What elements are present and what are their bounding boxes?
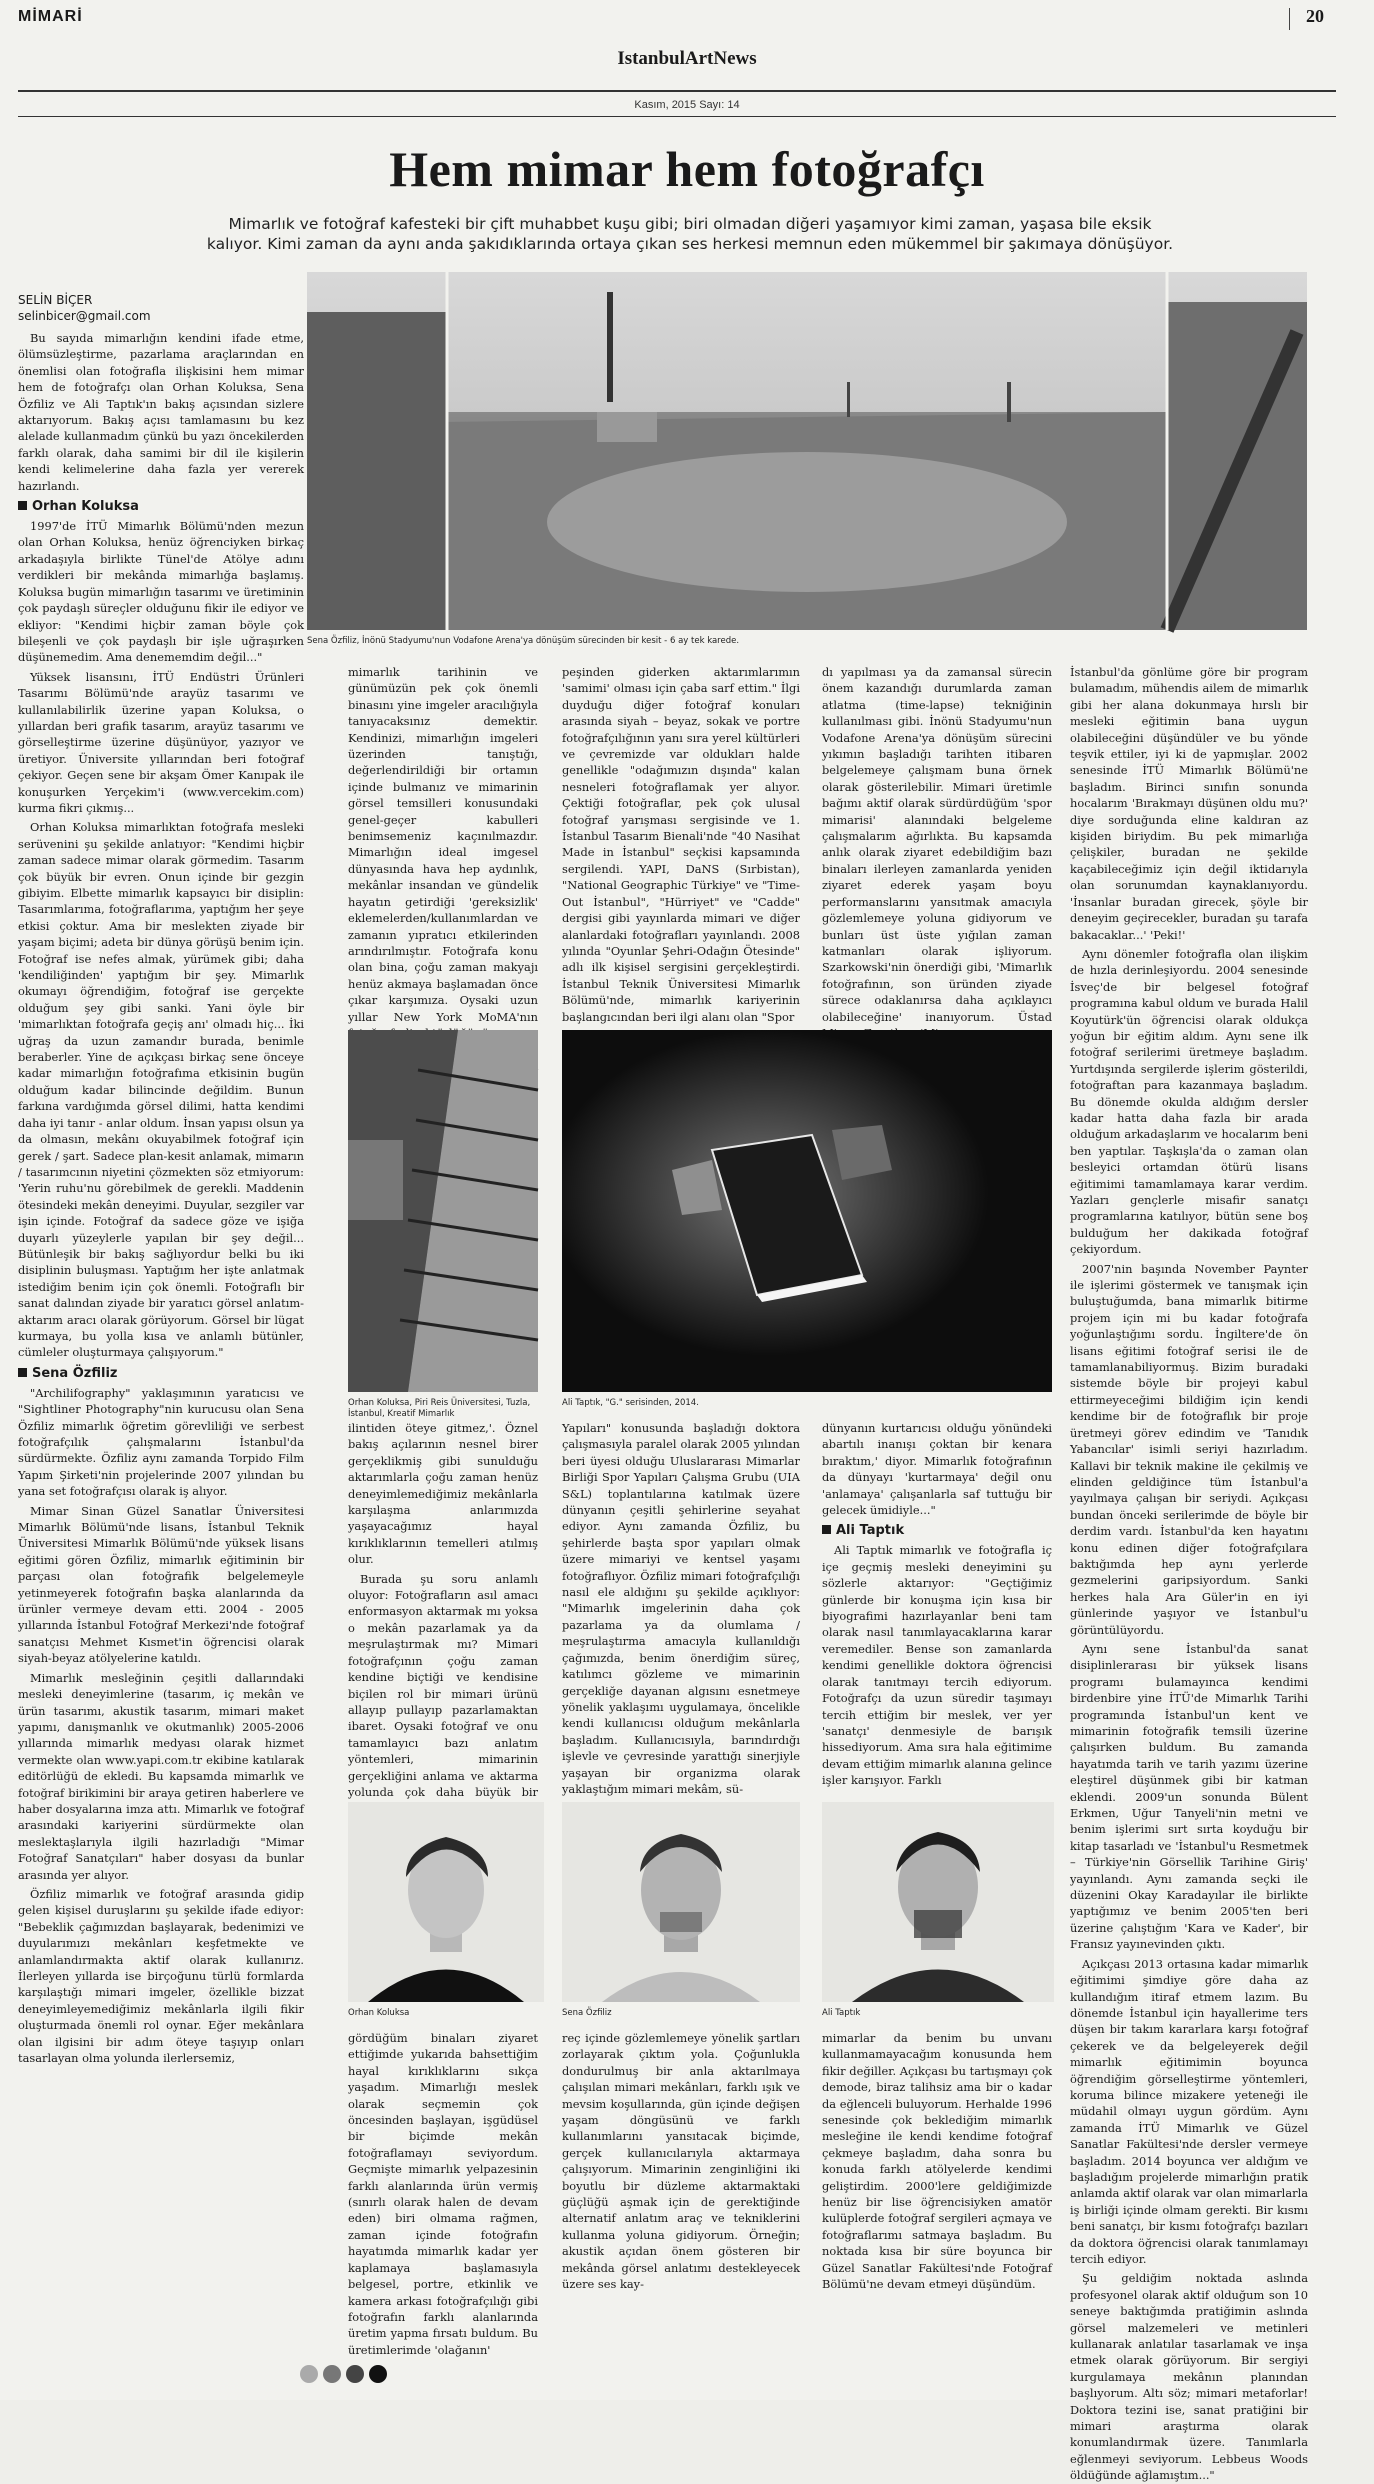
- article-lede: Mimarlık ve fotoğraf kafesteki bir çift muhabbet kuşu gibi; biri olmadan diğeri yaşamıyor kimi zaman, yaşasa bile eksik kalıyor. Kimi zaman da aynı anda şakıdıklarında ortaya çıkan ses herkesi memnun eden mükemmel bir şakımaya dönüşüyor.: [206, 215, 1174, 253]
- paragraph: İstanbul'da gönlüme göre bir program bulamadım, mühendis ailem de mimarlık gibi her alana dokunmaya hırslı bir mesleki eğitimin bana uygun olabileceğini düşündüler ve bu yönde teşvik ettiler, iyi ki de yapmışlar. 2002 senesinde İTÜ Mimarlık Bölümü'ne başladım. Birinci sınıfın sonunda hocalarım 'Bırakmayı düşünen oldu mu?' diye sorduğunda eline kaldıran az kişiden biriydim. Bu pek mimarlığa çelişkiler, buradan ne şekilde kaçabileceğimiz için değil iktidarıyla olan sorunumdan kaynaklanıyordu. 'İnsanlar buradan girecek, şöyle bir deneyim geçirecekler, buradan şu tarafa bakacaklar...' 'Peki!': [1070, 665, 1308, 942]
- paragraph: 1997'de İTÜ Mimarlık Bölümü'nden mezun olan Orhan Koluksa, henüz öğrenciyken birkaç arkadaşıyla birlikte Tünel'de Atölye adını verdikleri bir mekânda mimarlığa başlamış. Koluksa bugün mimarlığın tasarımı ve üretiminin çok paydaşlı süreçler olduğunu fikir ile ediyor ve ekliyor: "Kendimi hiçbir zaman böyle çok bileşenli ve çok paydaşlı bir işle uğraşırken düşünemedim. Ama denememdim değil...": [18, 519, 304, 665]
- page-dots: [300, 2365, 392, 2387]
- portrait-taptik: [822, 1802, 1054, 2002]
- subheading-orhan-text: Orhan Koluksa: [32, 499, 139, 515]
- subheading-ali-text: Ali Taptık: [836, 1523, 905, 1539]
- paragraph: mimarlık tarihinin ve günümüzün pek çok önemli binasını yine imgeler aracılığıyla tanıyacaksınız demektir. Kendinizi, mimarlığın imgeleri üzerinden tanıştığı, değerlendirildiği bir ortamın içinde bulmanız ve mimarinin görsel temsilleri konusundaki genel-geçer kabulleri benimsemeniz kaçınılmazdır. Mimarlığın ideal imgesel dünyasında hava hep aydınlık, mekânlar insandan ve gündelik hayatın getirdiği 'gereksizlik' eklemelerden/kullanımlardan ve zamanın yıpratıcı etkilerinden arındırılmıştır. Fotoğrafa konu olan bina, çoğu zaman makyajı henüz akmaya başlamadan önce çıkar karşımıza. Oysaki uzun yıllar New York MoMA'nın: [348, 665, 538, 1024]
- dot: [346, 2365, 364, 2383]
- taptik-photo-caption: Ali Taptık, "G." serisinden, 2014.: [562, 1398, 699, 1408]
- paragraph: Açıkçası 2013 ortasına kadar mimarlık eğitimimi şimdiye göre daha az kullandığım itiraf etmem lazım. Bu dönemde İstanbul için hayallerime ters düşen bir takım kararlara karşı fotoğraf çekerek ve da belgeleyerek değil mimarlık eğitimimin boyunca öğrendiğim görselleştirme yöntemleri, koruma bilince mizakere yeteneği ile müdahil olmayı uygun gördüm. Aynı zamanda İTÜ Mimarlık ve Güzel Sanatlar Fakültesi'nde dersler vermeye başladım. 2014 boyunca ver aldığım ve başladığım projelerde mimarlığın pratik anlamda aktif olarak var olan mimarlarla iş birliği içinde olmam gerekti. Bir kısmı beni sanatçı, bir kısmı fotoğrafçı bazıları da doktora öğrencisi olarak tanımlamayı tercih ediyor.: [1070, 1956, 1308, 2266]
- column-4-middle: [822, 1420, 1052, 1800]
- paragraph: dünyanın kurtarıcısı olduğu yönündeki abartılı inanışı çoktan bir kenara bıraktım,' diyor. Mimarlık fotoğrafının da dünyayı 'kurtarmaya' değil onu 'anlamaya' çalışanlarla saf tuttuğu bir gelecek ümidiyle...": [822, 1421, 1052, 1518]
- paragraph: "Archilifography" yaklaşımının yaratıcısı ve "Sightliner Photography"nin kurucusu olan Sena Özfiliz mimarlık öğretim görevliliği ve serbest fotoğrafçılık çalışmalarını İstanbul'da sürdürmekte. Özfiliz aynı zamanda Torpido Film Yapım Şirketi'nin projelerinde 2007 yılından bu yana set fotoğrafçısı olarak iş alıyor.: [18, 1385, 304, 1499]
- column-4-top: [822, 664, 1052, 1024]
- paragraph: Burada şu soru anlamlı oluyor: Fotoğrafların asıl amacı enformasyon aktarmak mı yoksa o mekân pazarlamak ya da meşrulaştırmak mı? Mimari fotoğrafçının çoğu zaman kendine biçtiği ve kendisine biçilen rol bir mimari ürünü allayıp pullayıp pazarlamaktan ibaret. Oysaki fotoğraf ve onu tamamlayıcı bazı anlatım yöntemleri, mimarinin gerçekliğini anlama ve aktarma yolunda çok daha büyük bir: [348, 1571, 538, 1799]
- dot: [300, 2365, 318, 2383]
- portrait-koluksa: [348, 1802, 544, 2002]
- article-title: Hem mimar hem fotoğrafçı: [389, 141, 985, 197]
- taptik-image: [562, 1030, 1052, 1392]
- portrait-taptik-caption: Ali Taptık: [822, 2008, 861, 2018]
- subheading-ali: [822, 1522, 1052, 1540]
- panorama-photo: [307, 272, 1307, 630]
- paragraph: Özfiliz mimarlık ve fotoğraf arasında gidip gelen kişisel duruşlarını şu şekilde ifade ediyor: "Bebeklik çağımızdan başlayarak, bedenimizi ve duyularımızı mekânları keşfetmekte ve anlamlandırmakta aktif olarak kullanırız. İlerleyen yıllarda ise birçoğunu türlü formlarda karşılaştığı mimari imgeler, özellikle bizzat deneyimleyemediğimiz mekânlarla ilgili fikir oluşturmada önemli rol oynar. Eğer mekânlara olan ilgisini bir adım öteye taşıyıp onları tasarlayan olma yolunda ilerlersemiz,: [18, 1886, 304, 2066]
- publication-name: IstanbulArtNews: [617, 48, 757, 69]
- page-number: 20: [1306, 6, 1324, 26]
- column-2-bottom: [348, 2030, 538, 2362]
- koluksa-photo-caption: Orhan Koluksa, Piri Reis Üniversitesi, Tuzla, İstanbul, Kreatif Mimarlık: [348, 1398, 531, 1419]
- header-divider: [1289, 8, 1290, 30]
- paragraph: Aynı sene İstanbul'da sanat disiplinlerarası bir yüksek lisans programı bulamayınca kendimi birdenbire yine İTÜ'de Mimarlık Tarihi programında İstanbul'un kent ve mimarinin fotoğrafik temsili üzerine çalışırken buldum. Bu zamanda hayatımda tarih ve tarih yazımı üzerine eleştirel düşünmek gibi bir katman eklendi. 2009'un sonunda Bülent Erkmen, Uğur Tanyeli'nin metni ve benim işlerimi sırt sırta koyduğu bir kitap tasarladı ve 'İstanbul'u Resmetmek – Türkiye'nin Görsellik Tarihine Giriş' yayınlandı. Aynı zamanda seçki ile düzenini Okay Karadayılar ile birlikte yaptığımız ve benim 2005'ten beri üzerine çalıştığım 'Kara ve Kader', bir Fransız yayınevinden çıktı.: [1070, 1641, 1308, 1952]
- portrait-ozfiliz: [562, 1802, 800, 2002]
- masthead-rule: [18, 90, 1336, 92]
- paragraph: Mimar Sinan Güzel Sanatlar Üniversitesi Mimarlık Bölümü'nde lisans, İstanbul Teknik Üniversitesi Mimarlık Bölümü'nde yüksek lisans eğitimi gören Özfiliz, mimarlık eğitiminin bir parçası olan fotoğrafik belgelemeyle yetinmeyerek fotoğrafın başka alanlarında da ürünler vermeye devam etti. 2004 - 2005 yıllarında İstanbul Fotoğraf Merkezi'nde fotoğraf sanatçısı Mehmet Kısmet'in öğrencisi olarak siyah-beyaz atölyelerine katıldı.: [18, 1503, 304, 1666]
- column-2-middle: [348, 1420, 538, 1800]
- taptik-photo: [562, 1030, 1052, 1392]
- portrait-koluksa-image: [348, 1802, 544, 2002]
- intro-paragraph: Bu sayıda mimarlığın kendini ifade etme, ölümsüzleştirme, pazarlama araçlarından en önemlisi olan fotoğrafla ilişkisini hem mimar hem de fotoğrafçı olan Orhan Koluksa, Sena Özfiliz ve Ali Taptık'ın bakış açısından sizlere aktarıyorum. Bakış açısı tamlamasını bu kez alelade kullanmadım çünkü bu yazı öncekilerden farklı olarak, daha samimi bir dil ile kişilerin kendi kelimelerine daha fazla yer vererek hazırlandı.: [18, 331, 304, 493]
- column-5: [1070, 664, 1308, 2483]
- paragraph: reç içinde gözlemlemeye yönelik şartları zorlayarak çıktım yola. Çoğunlukla dondurulmuş bir anla aktarılmaya çalışılan mimari mekânları, farklı ışık ve mevsim koşullarında, gün içinde değişen yaşam döngüsünü ve farklı kullanımlarını yansıtacak biçimde, gerçek kullanıcılarıyla aktarmaya çalışıyorum. Mimarinin zenginliğini iki boyutlu bir düzleme aktarmaktaki güçlüğü aşmak için de gerektiğinde alternatif anlatım araç ve tekniklerini kullanma yoluna gidiyorum. Örneğin; akustik açıdan önem gösteren bir mekânda görsel anlatımı destekleyecek üzere ses kay-: [562, 2031, 800, 2292]
- column-1: [18, 330, 304, 2360]
- portrait-ozfiliz-caption: Sena Özfiliz: [562, 2008, 612, 2018]
- column-3-bottom: [562, 2030, 800, 2362]
- portrait-ozfiliz-image: [562, 1802, 800, 2002]
- byline: [18, 292, 308, 324]
- subheading-sena: [18, 1365, 304, 1383]
- column-3-middle: [562, 1420, 800, 1800]
- paragraph: peşinden giderken aktarımlarımın 'samimi' olması için çaba sarf ettim." İlgi duyduğu diğer fotoğraf konuları arasında siyah – beyaz, sokak ve portre fotoğrafçılığının yanı sıra yerel kültürleri ve çevremizde var oldukları halde genellikle "odağımızın dışında" kalan nesneleri fotoğraflamak yer alıyor. Çektiği fotoğraflar, pek çok ulusal fotoğraf yarışması sergisinde ve 1. İstanbul Tasarım Bienali'nde "40 Nasihat Made in İstanbul" seçkisi kapsamında sergilendi. YAPI, DaNS (Sırbistan), "National Geographic Türkiye" ve "Time-Out İstanbul", "Hürriyet" ve "Cadde" dergisi gibi yayınlarda mimari ve diğer alanlardaki fotoğrafları yayınlandı. 2008 yılında "Oyunlar Şehri-Odağın Ötesinde" adlı ilk kişisel sergisini gerçekleştirdi. İstanbul Teknik Üniversitesi Mimarlık Bölümü'nde, mimarlık kariyerinin başlangıcından beri ilgi alanı olan "Spor: [562, 665, 800, 1024]
- portrait-taptik-image: [822, 1802, 1054, 2002]
- paragraph: Şu geldiğim noktada aslında profesyonel olarak aktif olduğum son 10 seneye baktığımda pratiğimin aslında görsel malzemeleri ve metinleri kullanarak anlatılar tasarlamak ve inşa etmek olarak görüyorum. Bir sergiyi kurgulamaya mekânın planından başlıyorum. Altı söz; mimari metaforlar! Doktora tezini ise, sanat pratiğini bir mimari araştırma olarak konumlandırmak üzere. Tanımlarla eğlenmeyi seviyorum. Lebbeus Woods öldüğünde ağlamıştım...": [1070, 2271, 1308, 2483]
- panorama-caption: Sena Özfiliz, İnönü Stadyumu'nun Vodafone Arena'ya dönüşüm sürecinden bir kesit - 6 ay tek karede.: [307, 636, 740, 646]
- paragraph: Ali Taptık mimarlık ve fotoğrafla iç içe geçmiş mesleki deneyimini şu sözlerle aktarıyor: "Geçtiğimiz günlerde bir konuşma için kısa bir biyografimi hazırlayanlar beni tam olarak nasıl tanımlayacaklarına karar veremediler. Bense son zamanlarda kendimi genellikle doktora öğrencisi olarak tanıtmayı tercih ediyorum. Fotoğrafçı da uzun süredir taşımayı tercih ettiğim bir meslek, ver yer 'sanatçı' denmesiyle de barışık hissediyorum. Ama sıra hala eğitimime devam ettiğim mimarlık alanına gelince işler karışıyor. Farklı: [822, 1543, 1052, 1788]
- issue-rule: [18, 116, 1336, 117]
- issue-info: Kasım, 2015 Sayı: 14: [634, 99, 740, 111]
- subheading-orhan: [18, 498, 304, 516]
- paragraph: dı yapılması ya da zamansal sürecin önem kazandığı durumlarda zaman atlatma (time-lapse) tekniğinin kullanılması gibi. İnönü Stadyumu'nun Vodafone Arena'ya dönüşüm sürecini yıkımın başladığı tarihten itibaren belgelemeye çalışmam buna örnek olarak gösterilebilir. Mimari üretimle bağımı aktif olarak sürdürdüğüm 'spor mimarisi' alanındaki belgeleme çalışmalarım ağırlıkta. Bu kapsamda anlık olarak ziyaret edebildiğim bazı binaları ilerleyen zamanlarda yeniden ziyaret ederek yaşam boyu performanslarını yansıtmak amacıyla gözlemlemeye yoluna gidiyorum ve bunları üst üste yığılan zaman katmanları olarak işliyorum. Szarkowski'nin önerdiği gibi, 'Mimarlık fotoğrafının, son üründen ziyade sürece odaklanırsa daha açıklayıcı olabileceğine' inanıyorum. Üstad: [822, 665, 1052, 1024]
- author-name: SELİN BİÇER: [18, 293, 93, 307]
- portrait-koluksa-caption: Orhan Koluksa: [348, 2008, 410, 2018]
- paragraph: gördüğüm binaları ziyaret ettiğimde yukarıda bahsettiğim hayal kırıklıklarını sıkça yaşadım. Mimarlığı meslek olarak seçmemin çok öncesinden başlayan, işgüdüsel bir biçimde mekân fotoğraflamayı seviyordum. Geçmişte mimarlık yelpazesinin farklı alanlarında ürün vermiş (sınırlı olarak halen de devam eden) biri olmama rağmen, zaman içinde fotoğrafın hayatımda mimarlık kadar yer kaplamaya başlamasıyla belgesel, portre, etkinlik ve kamera arkası fotoğrafçılığı gibi fotoğrafın farklı alanlarında üretim yapma fırsatı buldum. Bu üretimlerimde 'olağanın': [348, 2031, 538, 2357]
- dot: [369, 2365, 387, 2383]
- paragraph: Aynı dönemler fotoğrafla olan ilişkim de hızla derinleşiyordu. 2004 senesinde İsveç'de bir belgesel fotoğraf programına kabul oldum ve burada Halil Koyutürk'ün öğrencisi olarak oldukça yoğun bir eğitim aldım. Aynı sene ilk fotoğraf serilerimi üretmeye başladım. Yurtdışında sergilerde işlerim gösterildi, fotoğraftan para kazanmaya başladım. Bu dönemde okulda aldığım dersler kadar hatta daha fazla bir arada olduğum arkadaşlarım ve hocalarım beni ben yaptılar. Taşkışla'da o zaman olan besleyici ortamdan ötürü lisans eğitimimi tamamlamaya karar verdim. Yazları gençlerle misafir sanatçı programlarına katılıyor, bütün sene boş bulduğum her dakikada fotoğraf çekiyordum.: [1070, 946, 1308, 1257]
- dot: [323, 2365, 341, 2383]
- panorama-image: [307, 272, 1307, 630]
- author-email: selinbicer@gmail.com: [18, 309, 151, 323]
- paragraph: Mimarlık mesleğinin çeşitli dallarındaki mesleki deneyimlerine (tasarım, iç mekân ve ürün tasarımı, akustik tasarım, mimari maket yapımı, danışmanlık ve okutmanlık) 2005-2006 yıllarında mimarlık medyası olarak hizmet vermekte olan www.yapi.com.tr ekibine katılarak editörlüğü de ekledi. Bu kapsamda mimarlık ve fotoğraf birikimini bir araya getiren haberlere ve haber dosyalarına imza attı. Mimarlık ve fotoğraf arasındaki kariyerini sürdürmekte olan meslektaşlarıyla ilgili hazırladığı "Mimar Fotoğraf Sanatçıları" haber dosyası da bunlar arasında yer alıyor.: [18, 1670, 304, 1882]
- paragraph: ilintiden öteye gitmez,'. Öznel bakış açılarının nesnel birer gerçeklikmiş gibi sunulduğu aktarımlarla çoğu zaman henüz deneyimlemediğimiz mekânlarla karşılaşma anlarımızda yaşayacağımız hayal kırıklıklarının temelleri atılmış olur.: [348, 1421, 538, 1567]
- paragraph: Orhan Koluksa mimarlıktan fotoğrafa mesleki serüvenini şu şekilde anlatıyor: "Kendimi hiçbir zaman sadece mimar olarak görmedim. Tasarım çok büyük bir evren. Onun içinde bir gezgin gibiyim. Elbette mimarlık kapsayıcı bir disiplin: Tasarımlarıma, fotoğraflarıma, yaptığım her şeye etkisi çoktur. Ama bir meslekten ziyade bir yaşam biçimi; adeta bir dünya görüşü benim için. Fotoğraf ise nefes almak, yürümek gibi; daha 'kendiliğinden' yaptığım bir şey. Mimarlık okumayı öğrendiğim, fotoğraf ise gerçekte olduğum şey gibi sanki. Yani öyle bir 'mimarlıktan fotoğrafa geçiş anı' olmadı hiç... İki uğraş da uzun zamandır burada, benimle beraberler. Yine de açıkçası birkaç sene önceye kadar mimarlığın fotoğrafıma etkisinin bugün olduğum kadar bilincinde değildim. Bunun farkına vardığımda görsel dilimi, hatta kendimi daha iyi tanır - anlar oldum. İnsan yapısı olsun ya da olmasın, mekânı okuyabilmek fotoğraf için gerek / şart. Sadece plan-kesit anlamak, mimarın / tasarımcının niyetini çözmekten söz etmiyorum: 'Yerin ruhu'nu görebilmek de gerekli. Maddenin ötesindeki mekân deneyimi. Duyular, sezgiler var işin içinde. Fotoğraf da sadece göze ve işiğa duyarlı yüzeylerle yapılan bir şey değil... Bütünleşik bir bakış sağlıyordur belki bu iki disiplinin buluşması. Yaptığım her işte anlatmak istediğim benim için çok önemli. Fotoğraflı bir sanat dalından ziyade bir yaratıcı görsel anlatım-aktarım aracı olarak görüyorum. Görsel bir lügat kurmaya, bu yolla kısa ve anlamlı bütünler, cümleler oluşturmaya çalışıyorum.": [18, 820, 304, 1360]
- subheading-sena-text: Sena Özfiliz: [32, 1365, 118, 1381]
- paragraph: mimarlar da benim bu unvanı kullanmamayacağım konusunda hem fikir değiller. Açıkçası bu tartışmayı çok demode, biraz talihsiz ama bir o kadar da eğlenceli buluyorum. Herhalde 1996 senesinde çok beklediğim mimarlık mesleğine ile kendi kendime fotoğraf çekmeye başladım, daha sonra bu konuda farklı atölyelerde kendimi geliştirdim. 2000'lere geldiğimizde henüz bir lise öğrencisiyken amatör kulüplerde fotoğraf sergileri açmaya ve fotoğraflarımı satmaya başladım. Bu noktada kısa bir süre boyunca bir Güzel Sanatlar Fakültesi'nde Fotoğraf Bölümü'ne devam etmeyi düşündüm.: [822, 2031, 1052, 2292]
- column-2-top: [348, 664, 538, 1024]
- paragraph: Yüksek lisansını, İTÜ Endüstri Ürünleri Tasarımı Bölümü'nde arayüz tasarımı ve kullanılabilirlik üzerine yapan Koluksa, o yıllardan beri grafik tasarım, arayüz tasarımı ve görselleştirme üzerine düşünüyor, yazıyor ve üretiyor. Üniversite yıllarından beri fotoğraf çekiyor. Geçen sene bir akşam Ömer Kanıpak ile konuşurken Yerçekim'i (www.vercekim.com) kurma fikri çıkmış...: [18, 669, 304, 815]
- column-4-bottom: [822, 2030, 1052, 2362]
- column-3-top: [562, 664, 800, 1024]
- koluksa-architecture-photo: [348, 1030, 538, 1392]
- paragraph: Yapıları" konusunda başladığı doktora çalışmasıyla paralel olarak 2005 yılından beri üyesi olduğu Uluslararası Mimarlar Birliği Spor Yapıları Çalışma Grubu (UIA S&L) toplantılarına katılmak üzere dünyanın çeşitli şehirlerine seyahat ediyor. Aynı zamanda Özfiliz, bu şehirlerde başta spor yapıları olmak üzere mimariyi ve kentsel yaşamı fotoğraflıyor. Özfiliz mimari fotoğrafçılığı nasıl ele aldığını şu şekilde açıklıyor: "Mimarlık imgelerinin daha çok pazarlama ya da olumlama / meşrulaştırma amacıyla kullanıldığı çağımızda, benim önerdiğim süreç, katılımcı gözleme ve mimarinin gerçekliğe dayanan algısını esnetmeye yönelik yaklaşımı uygulamaya, öncelikle kendi kullanıcısı olduğum mekânlarla başladım. Kullanıcısıyla, barındırdığı işlevle ve çevresinde yarattığı sinerjiyle yaşayan bir organizma olarak yaklaştığım mimari mekâm, sü-: [562, 1421, 800, 1796]
- paragraph: 2007'nin başında November Paynter ile işlerimi göstermek ve tanışmak için buluştuğumda, bana mimarlık bitirme projem için mi bu kadar fotoğrafa yoğunlaştığımı sordu. İngiltere'de ön lisans eğitimi fotoğraf serisi ile de tamamlanabiliyormuş. Bizim buradaki sistemde böyle bir projeyi kabul ettirmeyeceğimi bildiğim için kendi kendime bir de fotoğraflık bir proje üretmeyi görev edindim ve 'Tanıdık Yabancılar' isimli seriyi hazırladım. Kallavi bir teknik makine ile çekilmiş ve elinden geldiğince tüm İstanbul'a yayılmaya çalışan bir seriydi. Açıkçası bundan önceki serilerimde de böyle bir derdim vardı. İstanbul'da ken hayatını konu edinen diğer fotoğrafçılara baktığımda hep aynı yerlerde gezmelerini garipsiyordum. Sanki herkes hala Ara Güler'in en iyi günlerinde yaşıyor ve İstanbul'u görüntülüyordu.: [1070, 1261, 1308, 1637]
- section-name: MİMARİ: [18, 8, 83, 25]
- koluksa-image: [348, 1030, 538, 1392]
